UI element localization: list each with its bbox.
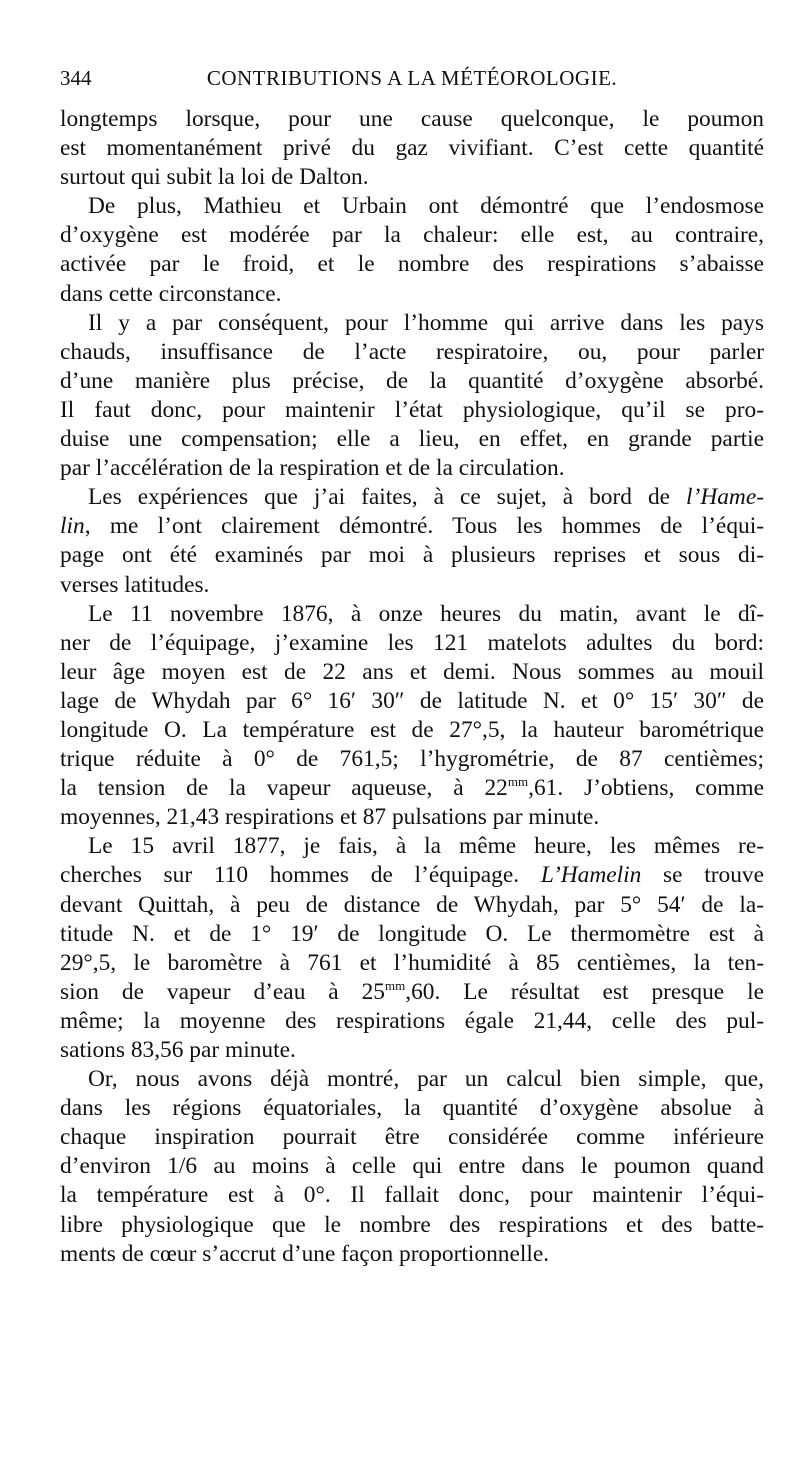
text-line: devant Quittah, à peu de distance de Whydah, par 5° 54′ de la-: [60, 891, 764, 918]
text-line: sion de vapeur d’eau à $25^{mm},60$. Le résultat est presque le: [60, 977, 764, 1005]
text-line: longtemps lorsque, pour une cause quelconque, le poumon: [60, 106, 764, 132]
text-line: titude N. et de 1° 19′ de longitude O. Le thermomètre est à: [60, 920, 764, 947]
unit-superscript: mm: [384, 977, 406, 993]
text-line: verses latitudes.: [60, 571, 210, 598]
text-line: longitude O. La température est de 27°,5, la hauteur barométrique: [60, 716, 764, 743]
text-line: lage de Whydah par 6° 16′ 30″ de latitude N. et 0° 15′ 30″ de: [60, 687, 764, 714]
text-line: moyennes, 21,43 respirations et 87 pulsations par minute.: [60, 804, 600, 831]
unit-superscript: mm: [507, 774, 529, 790]
text-line: ments de cœur s’accrut d’une façon proportionnelle.: [60, 1240, 550, 1267]
text-line: la température est à 0°. Il fallait donc, pour maintenir l’équi-: [60, 1182, 764, 1209]
text-line: d’environ 1/6 au moins à celle qui entre dans le poumon quand: [60, 1153, 764, 1180]
paragraph-first-line: De plus, Mathieu et Urbain ont démontré que l’endosmose: [88, 193, 764, 220]
text-line: chauds, insuffisance de l’acte respiratoire, ou, pour parler: [60, 338, 764, 365]
text-line: leur âge moyen est de 22 ans et demi. Nous sommes au mouil: [60, 658, 764, 685]
text-line: chaque inspiration pourrait être considérée comme inférieure: [60, 1124, 764, 1151]
text-line: d’une manière plus précise, de la quantité d’oxygène absorbé.: [60, 367, 764, 394]
paragraph-first-line: Il y a par conséquent, pour l’homme qui arrive dans les pays: [88, 309, 764, 336]
text-line: duise une compensation; elle a lieu, en effet, en grande partie: [60, 426, 764, 453]
body-text: [60, 105, 764, 1269]
text-line: activée par le froid, et le nombre des respirations s’abaisse: [60, 251, 764, 278]
text-line: d’oxygène est modérée par la chaleur: elle est, au contraire,: [60, 222, 764, 249]
text-line: cherches sur 110 hommes de l’équipage. L’Hamelin se trouve: [60, 862, 765, 889]
text-line: ner de l’équipage, j’examine les 121 matelots adultes du bord:: [60, 629, 764, 656]
page-number: 344: [60, 66, 92, 90]
paragraph-first-line: Le 11 novembre 1876, à onze heures du matin, avant le dî-: [88, 600, 764, 627]
text-line: dans cette circonstance.: [60, 280, 282, 307]
text-line: lin, me l’ont clairement démontré. Tous les hommes de l’équi-: [60, 513, 764, 540]
text-line: est momentanément privé du gaz vivifiant. C’est cette quantité: [60, 135, 764, 162]
text-line: sations 83,56 par minute.: [60, 1037, 296, 1063]
paragraph-first-line: Le 15 avril 1877, je fais, à la même heure, les mêmes re-: [88, 833, 764, 860]
text-line: par l’accélération de la respiration et de la circulation.: [60, 455, 565, 482]
text-line: la tension de la vapeur aqueuse, à $22^{mm},61$. J’obtiens, comme: [60, 774, 765, 802]
text-line: dans les régions équatoriales, la quantité d’oxygène absolue à: [60, 1095, 764, 1122]
paragraph-first-line: Or, nous avons déjà montré, par un calcul bien simple, que,: [88, 1066, 764, 1093]
text-line: 29°,5, le baromètre à 761 et l’humidité à 85 centièmes, la ten-: [60, 949, 764, 976]
running-head: [60, 64, 764, 92]
text-line: surtout qui subit la loi de Dalton.: [60, 164, 369, 191]
text-line: trique réduite à 0° de 761,5; l’hygrométrie, de 87 centièmes;: [60, 746, 764, 773]
ship-name-italic: L’Hamelin: [540, 862, 642, 889]
text-line: page ont été examinés par moi à plusieurs reprises et sous di-: [60, 542, 764, 569]
ship-name-italic: l’Hame-: [686, 484, 764, 511]
text-line: Il faut donc, pour maintenir l’état physiologique, qu’il se pro-: [60, 396, 764, 423]
paragraph-first-line: Les expériences que j’ai faites, à ce sujet, à bord de l’Hame-: [88, 484, 764, 511]
ship-name-italic: lin: [60, 513, 85, 540]
text-line: même; la moyenne des respirations égale 21,44, celle des pul-: [60, 1007, 764, 1034]
text-line: libre physiologique que le nombre des respirations et des batte-: [60, 1211, 764, 1238]
running-title: CONTRIBUTIONS A LA MÉTÉOROLOGIE.: [206, 66, 618, 90]
